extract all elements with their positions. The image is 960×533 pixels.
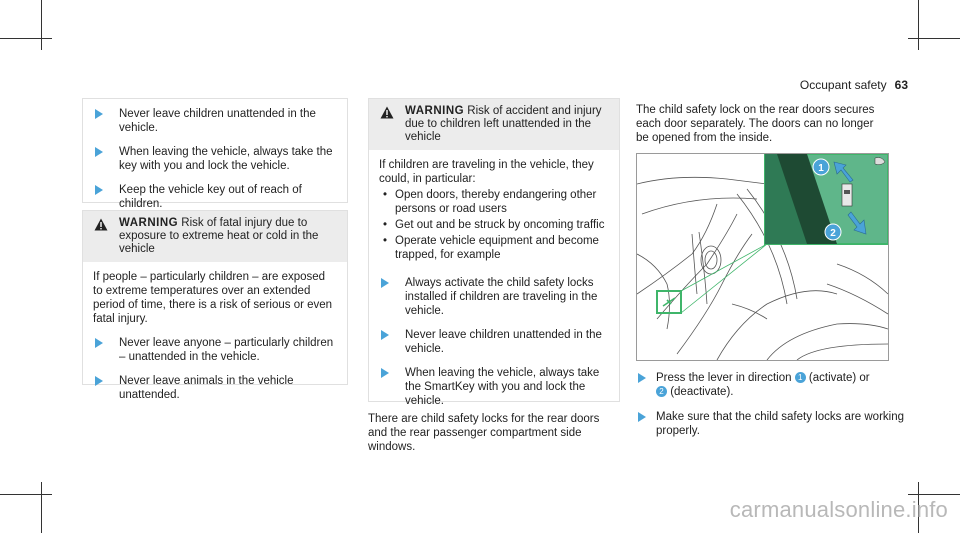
bullet-item: Always activate the child safety locks installed if children are traveling in the vehicle. [379, 276, 609, 318]
bullet-item: When leaving the vehicle, always take the SmartKey with you and lock the vehicle. [379, 366, 609, 408]
warning-text: If people – particularly children – are exposed to extreme temperatures over an extended period of time, there is a risk of serious or even fatal injury. [93, 271, 333, 325]
page-number: 63 [894, 78, 908, 92]
crop-mark [41, 482, 42, 533]
instruction-box [82, 98, 348, 210]
door-illustration [637, 154, 888, 360]
bullet-arrow-icon [381, 278, 389, 288]
crop-mark [0, 494, 52, 495]
callout-1: 1 [818, 163, 824, 174]
intro-paragraph: The child safety lock on the rear doors secures each door separately. The doors can no longer be opened from the inside. [636, 104, 875, 144]
inset-detail [765, 154, 888, 244]
bullet-arrow-icon [95, 147, 103, 157]
bullet-item: Keep the vehicle key out of reach of children. [83, 183, 347, 211]
list-item: • Get out and be struck by oncoming traffic [379, 218, 609, 232]
warning-triangle-icon [94, 218, 108, 231]
crop-mark [0, 38, 52, 39]
warning-body [369, 150, 619, 422]
bullet-item: Never leave animals in the vehicle unattended. [93, 374, 337, 402]
callout-1: 1 [795, 372, 806, 383]
bullet-arrow-icon [95, 109, 103, 119]
callout-2: 2 [656, 386, 667, 397]
figure-child-safety-lock [636, 153, 889, 361]
bullet-arrow-icon [381, 330, 389, 340]
warning-intro: If children are traveling in the vehicle, they could, in particular: [379, 159, 594, 185]
list-item: • Operate vehicle equipment and become trapped, for example [379, 234, 609, 262]
step-item: Make sure that the child safety locks are working properly. [636, 410, 908, 438]
crop-mark [908, 494, 960, 495]
bullet-arrow-icon [381, 368, 389, 378]
bullet-item: Never leave children unattended in the vehicle. [379, 328, 609, 356]
info-paragraph: There are child safety locks for the rear doors and the rear passenger compartment side windows. [368, 413, 600, 453]
crop-mark [908, 38, 960, 39]
watermark: carmanualsonline.info [729, 497, 948, 522]
page-header [800, 78, 908, 92]
bullet-item: Never leave anyone – particularly children – unattended in the vehicle. [93, 336, 337, 364]
section-title: Occupant safety [799, 78, 887, 92]
bullet-arrow-icon [95, 185, 103, 195]
warning-body [83, 262, 347, 416]
warning-title: Risk of accident and injury due to children left unattended in the vehicle [405, 105, 602, 143]
bullet-item: When leaving the vehicle, always take the key with you and lock the vehicle. [83, 145, 347, 173]
warning-label: WARNING [405, 105, 465, 117]
warning-box [82, 210, 348, 401]
bullet-arrow-icon [638, 373, 646, 383]
bullet-item: Never leave children unattended in the vehicle. [83, 107, 347, 135]
warning-header [83, 211, 347, 262]
warning-header [369, 99, 619, 150]
bullet-arrow-icon [95, 376, 103, 386]
warning-title: Risk of fatal injury due to exposure to extreme heat or cold in the vehicle [119, 217, 319, 255]
warning-triangle-icon [380, 106, 394, 119]
crop-mark [41, 0, 42, 50]
step-item: Press the lever in direction 1 (activate) or 2 (deactivate). [636, 371, 908, 399]
bullet-arrow-icon [95, 338, 103, 348]
bullet-arrow-icon [638, 412, 646, 422]
crop-mark [918, 0, 919, 50]
callout-2: 2 [830, 228, 836, 239]
warning-label: WARNING [119, 217, 179, 229]
warning-box [368, 98, 620, 407]
list-item: • Open doors, thereby endangering other persons or road users [379, 188, 609, 216]
